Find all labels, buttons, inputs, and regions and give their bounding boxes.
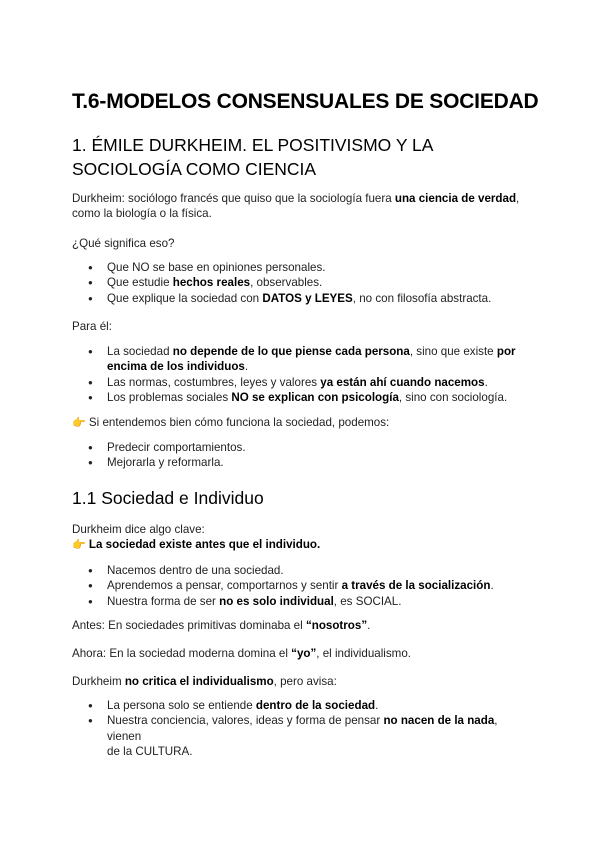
list-item (72, 390, 532, 405)
list-item-text: La sociedad (107, 345, 173, 358)
intro-text-bold: una ciencia de verdad (394, 192, 517, 205)
list-item-bold: no es solo individual (219, 594, 334, 608)
list-item-bold: dentro de la sociedad (255, 699, 376, 712)
bullet-list-3 (72, 440, 532, 471)
list-item-bold: a través de la socialización (341, 579, 491, 593)
ahora-text (72, 646, 532, 661)
list-item-text: . (490, 579, 494, 593)
list-item (72, 698, 532, 713)
list-item-text: La persona solo se entiende (107, 699, 256, 712)
list-item-text: Que estudie (107, 276, 173, 290)
list-item-bold: NO se explican con psicología (231, 390, 399, 404)
para-el-text: Para él: (72, 320, 112, 333)
ahora-c: , el individualismo. (316, 647, 411, 660)
section-1-heading-line1: 1. ÉMILE DURKHEIM. EL POSITIVISMO Y LA (72, 135, 434, 155)
list-item (72, 375, 532, 390)
list-item-text: Las normas, costumbres, leyes y valores (107, 375, 321, 389)
question-text: ¿Qué significa eso? (72, 237, 175, 250)
list-item (72, 440, 532, 455)
podemos-text (72, 415, 532, 431)
list-item (72, 594, 532, 609)
critica-text (72, 674, 532, 689)
list-item-text: , sino que existe (409, 345, 497, 358)
list-item-text: de la CULTURA. (107, 744, 193, 758)
bullet-list-4 (72, 563, 532, 609)
list-item-text: , sino con sociología. (398, 390, 508, 404)
pointing-hand-icon: 👉 (72, 539, 86, 552)
list-item-bold: no depende de lo que piense cada persona (172, 345, 410, 358)
list-item-text: . (484, 375, 488, 389)
list-item-text: , observables. (250, 276, 323, 290)
list-item-text: , vienen (107, 714, 498, 743)
list-item (72, 275, 532, 290)
list-item (72, 260, 532, 275)
critica-c: , pero avisa: (273, 675, 337, 688)
section-1-heading-line2: SOCIOLOGÍA COMO CIENCIA (72, 159, 317, 179)
critica-bold: no critica el individualismo (124, 675, 274, 688)
list-item-text: Mejorarla y reformarla. (107, 456, 224, 470)
bullet-list-2 (72, 344, 532, 405)
list-item-text: Predecir comportamientos. (107, 441, 246, 454)
list-item-text: . (375, 699, 379, 712)
clave-bold-text: La sociedad existe antes que el individuo. (85, 538, 321, 552)
list-item-bold: ya están ahí cuando nacemos (320, 375, 485, 389)
antes-a: Antes: En sociedades primitivas dominaba el (72, 619, 306, 632)
bullet-list-1 (72, 260, 532, 306)
list-item-bold: hechos reales (172, 276, 251, 290)
list-item-text: Nacemos dentro de una sociedad. (107, 564, 284, 577)
list-item-text: Los problemas sociales (107, 390, 232, 404)
list-item (72, 291, 532, 306)
clave-paragraph (72, 522, 532, 554)
antes-text (72, 618, 532, 633)
list-item-bold: DATOS y LEYES (262, 291, 353, 305)
list-item-text: Aprendemos a pensar, comportarnos y sentir (107, 579, 342, 593)
intro-text-d: como la biología o la física. (72, 207, 212, 221)
list-item-text: Nuestra forma de ser (107, 594, 220, 608)
intro-text-a: Durkheim: sociólogo francés que quiso que la sociología fuera (72, 192, 395, 205)
list-item (72, 578, 532, 593)
list-item (72, 455, 532, 470)
antes-c: . (367, 619, 371, 632)
list-item-bold: no nacen de la nada (383, 714, 495, 728)
list-item-text: Nuestra conciencia, valores, ideas y forma de pensar (107, 714, 384, 728)
list-item-text: , no con filosofía abstracta. (352, 291, 492, 305)
critica-a: Durkheim (72, 675, 125, 688)
ahora-bold: “yo” (291, 647, 317, 660)
clave-text: Durkheim dice algo clave: (72, 523, 205, 536)
podemos-label: Si entendemos bien cómo funciona la sociedad, podemos: (85, 416, 390, 429)
list-item (72, 344, 532, 375)
intro-text-c: , (516, 192, 520, 205)
section-1-1-heading: 1.1 Sociedad e Individuo (72, 488, 264, 508)
list-item-text: Que NO se base en opiniones personales. (107, 261, 326, 274)
section-1-heading (72, 133, 433, 181)
intro-paragraph (72, 191, 532, 222)
list-item-text: , es SOCIAL. (333, 594, 402, 608)
list-item-text: . (244, 360, 249, 374)
list-item-bold: encima de los individuos (107, 360, 245, 374)
list-item (72, 713, 532, 759)
ahora-a: Ahora: En la sociedad moderna domina el (72, 647, 292, 660)
antes-bold: “nosotros” (305, 619, 368, 632)
bullet-list-5 (72, 698, 532, 759)
document-title: T.6-MODELOS CONSENSUALES DE SOCIEDAD (72, 90, 539, 113)
list-item-text: Que explique la sociedad con (107, 291, 263, 305)
list-item (72, 563, 532, 578)
list-item-bold: por (496, 345, 516, 358)
pointing-hand-icon: 👉 (72, 417, 86, 429)
